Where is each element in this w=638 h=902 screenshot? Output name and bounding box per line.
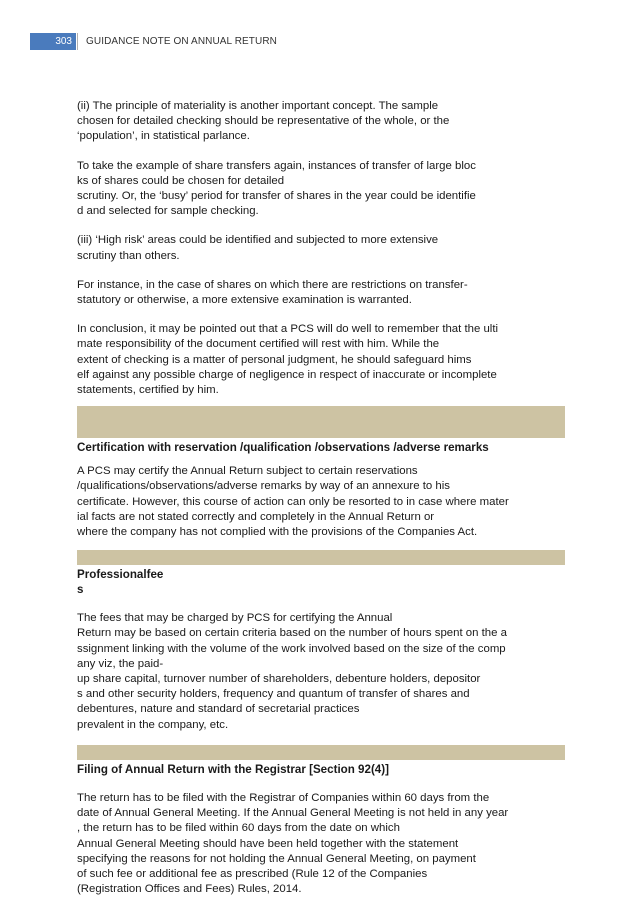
text-line: ssignment linking with the volume of the work involved based on the size of the comp — [77, 642, 506, 655]
text-line: ks of shares could be chosen for detailed — [77, 174, 285, 187]
heading-line: Professionalfee — [77, 568, 164, 582]
paragraph-fees — [77, 611, 565, 733]
section-band — [77, 550, 565, 565]
header-divider — [77, 33, 78, 50]
text-line: Annual General Meeting should have been held together with the statement — [77, 837, 459, 850]
paragraph-materiality — [77, 99, 565, 145]
text-line: mate responsibility of the document certified will rest with him. While the — [77, 338, 440, 351]
text-line: d and selected for sample checking. — [77, 205, 259, 218]
text-line: Return may be based on certain criteria based on the number of hours spent on the a — [77, 627, 507, 640]
section-heading-professional-fees — [77, 567, 565, 597]
text-line: (Registration Offices and Fees) Rules, 2014. — [77, 883, 302, 896]
running-header-title: GUIDANCE NOTE ON ANNUAL RETURN — [86, 36, 277, 47]
paragraph-share-transfers — [77, 159, 565, 220]
text-line: scrutiny. Or, the ‘busy’ period for transfer of shares in the year could be identifie — [77, 190, 476, 203]
text-line: elf against any possible charge of negligence in respect of inaccurate or incomplete — [77, 368, 497, 381]
text-line: For instance, in the case of shares on which there are restrictions on transfer- — [77, 278, 468, 291]
text-line: chosen for detailed checking should be representative of the whole, or the — [77, 115, 450, 128]
text-line: debentures, nature and standard of secretarial practices — [77, 703, 360, 716]
text-line: any viz, the paid- — [77, 657, 164, 670]
text-line: s and other security holders, frequency and quantum of transfer of shares and — [77, 688, 470, 701]
heading-line: s — [77, 583, 84, 597]
text-line: The return has to be filed with the Registrar of Companies within 60 days from the — [77, 791, 490, 804]
text-line: /qualifications/observations/adverse remarks by way of an annexure to his — [77, 480, 450, 493]
text-line: ‘population’, in statistical parlance. — [77, 130, 250, 143]
paragraph-restricted-shares — [77, 278, 565, 308]
page-number: 303 — [30, 33, 76, 50]
paragraph-certification — [77, 464, 565, 540]
text-line: The fees that may be charged by PCS for certifying the Annual — [77, 612, 393, 625]
text-line: statements, certified by him. — [77, 384, 219, 397]
text-line: prevalent in the company, etc. — [77, 718, 229, 731]
text-line: statutory or otherwise, a more extensive examination is warranted. — [77, 294, 412, 307]
text-line: extent of checking is a matter of personal judgment, he should safeguard hims — [77, 353, 472, 366]
text-line: In conclusion, it may be pointed out that a PCS will do well to remember that the ulti — [77, 323, 499, 336]
text-line: up share capital, turnover number of shareholders, debenture holders, depositor — [77, 673, 481, 686]
text-line: (ii) The principle of materiality is another important concept. The sample — [77, 100, 439, 112]
paragraph-filing — [77, 791, 565, 897]
text-line: To take the example of share transfers again, instances of transfer of large bloc — [77, 159, 476, 172]
text-line: scrutiny than others. — [77, 249, 180, 262]
text-line: (iii) ‘High risk’ areas could be identified and subjected to more extensive — [77, 234, 439, 247]
section-band — [77, 745, 565, 760]
text-line: specifying the reasons for not holding the Annual General Meeting, on payment — [77, 852, 476, 865]
page-body — [77, 99, 565, 897]
text-line: of such fee or additional fee as prescribed (Rule 12 of the Companies — [77, 867, 428, 880]
text-line: certificate. However, this course of action can only be resorted to in case where mater — [77, 495, 509, 508]
text-line: date of Annual General Meeting. If the Annual General Meeting is not held in any year — [77, 807, 509, 820]
section-heading-filing: Filing of Annual Return with the Registrar [Section 92(4)] — [77, 762, 389, 776]
text-line: ial facts are not stated correctly and completely in the Annual Return or — [77, 510, 435, 523]
paragraph-conclusion — [77, 322, 565, 398]
text-line: , the return has to be filed within 60 days from the date on which — [77, 822, 400, 835]
paragraph-high-risk — [77, 233, 565, 263]
section-band — [77, 406, 565, 438]
text-line: A PCS may certify the Annual Return subject to certain reservations — [77, 465, 418, 478]
section-heading-certification: Certification with reservation /qualification /observations /adverse remarks — [77, 441, 489, 455]
text-line: where the company has not complied with the provisions of the Companies Act. — [77, 526, 478, 539]
